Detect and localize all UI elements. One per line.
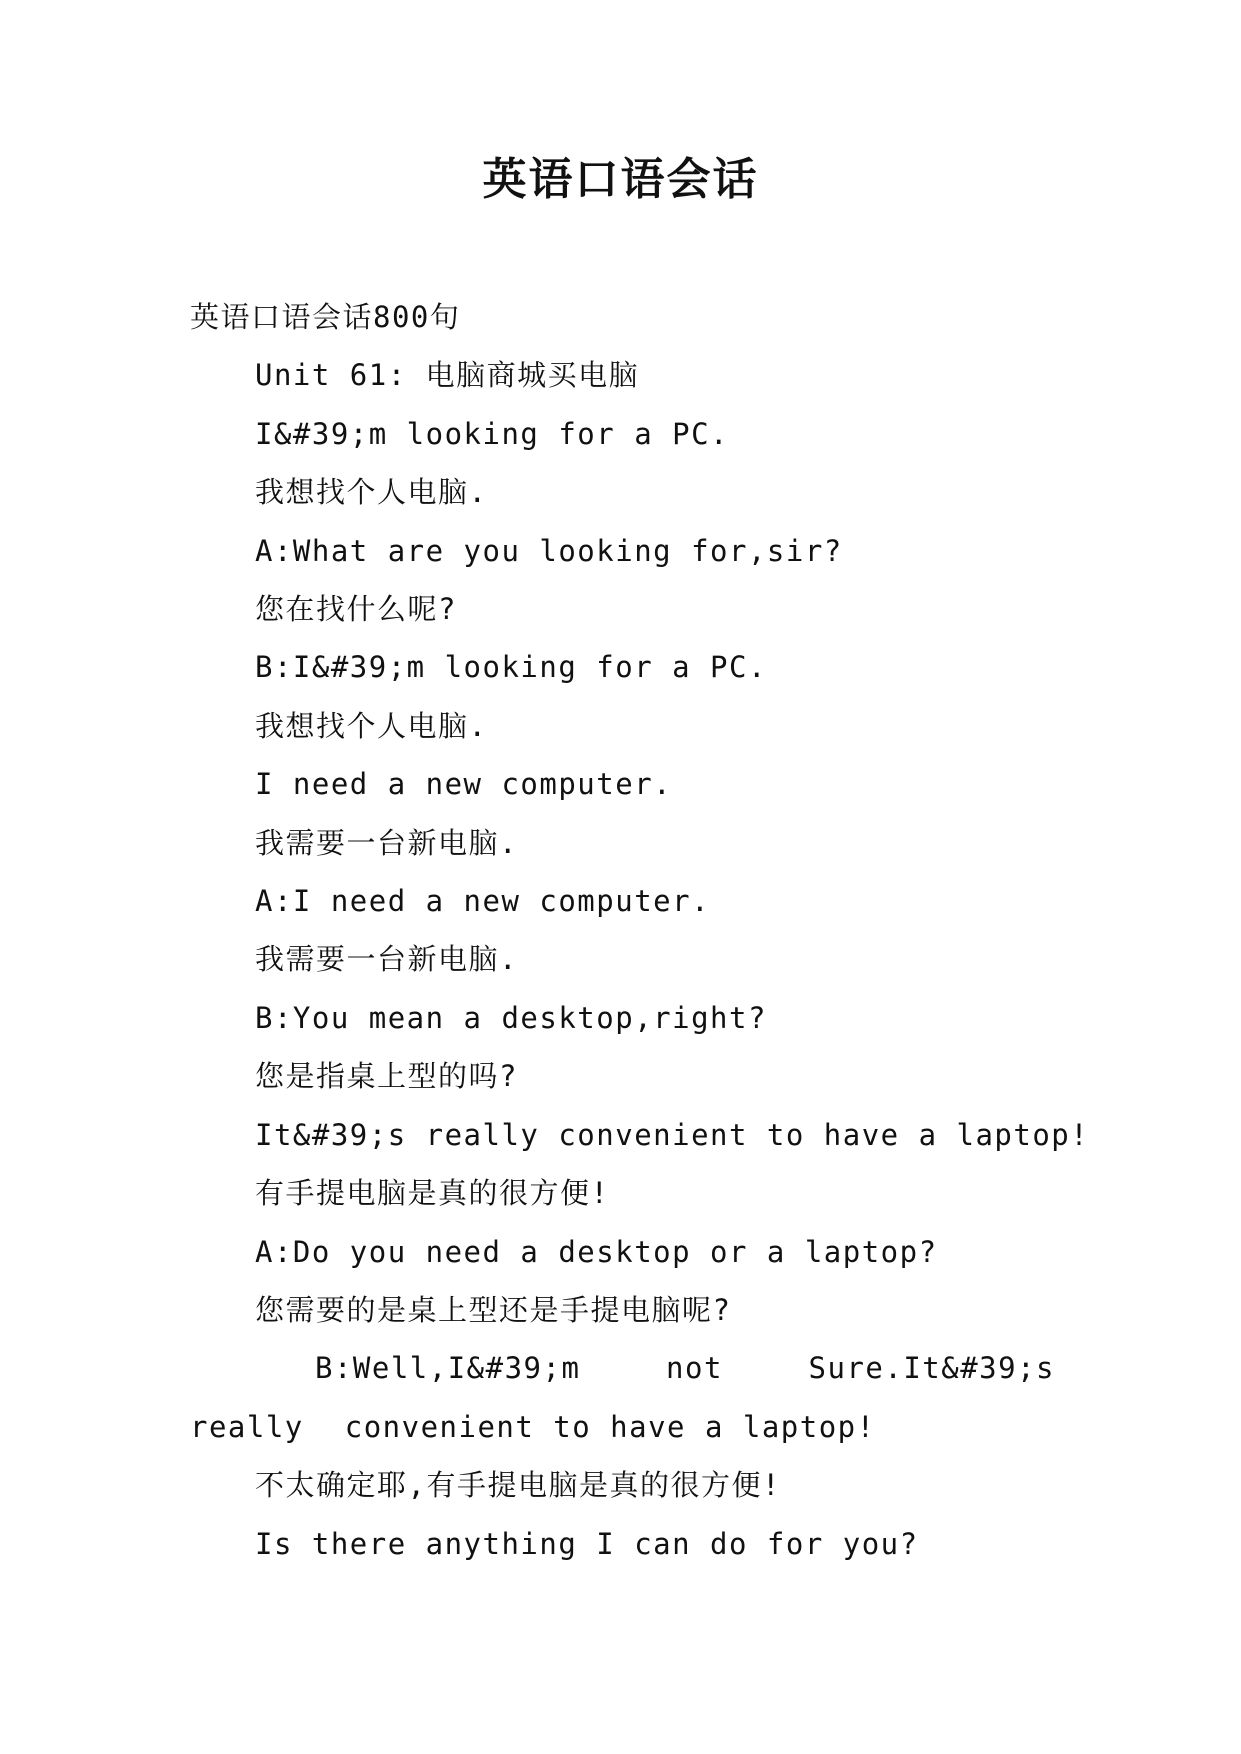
- text-line: 您在找什么呢?: [255, 592, 457, 627]
- text-line: 我想找个人电脑.: [255, 708, 488, 743]
- text-line: 我需要一台新电脑.: [255, 942, 518, 977]
- text-line: 有手提电脑是真的很方便!: [255, 1176, 610, 1211]
- text-line: 您是指桌上型的吗?: [255, 1059, 518, 1094]
- text-line: 我需要一台新电脑.: [255, 825, 518, 860]
- text-line: A:Do you need a desktop or a laptop?: [255, 1234, 938, 1269]
- wrapped-line-second: convenient to have a laptop!: [344, 1409, 876, 1444]
- text-line: B:You mean a desktop,right?: [255, 1000, 767, 1035]
- text-line: 您需要的是桌上型还是手提电脑呢?: [255, 1292, 732, 1327]
- text-line: I&#39;m looking for a PC.: [255, 416, 729, 451]
- text-line: It&#39;s really convenient to have a laptop!: [255, 1117, 1090, 1152]
- text-line: A:I need a new computer.: [255, 884, 711, 919]
- text-line: 不太确定耶,有手提电脑是真的很方便!: [255, 1468, 781, 1503]
- text-line: Is there anything I can do for you?: [255, 1526, 919, 1561]
- section-heading: 英语口语会话800句: [190, 300, 461, 334]
- wrapped-paragraph: [190, 1339, 1055, 1456]
- document-title: 英语口语会话: [482, 154, 759, 205]
- text-line: I need a new computer.: [255, 767, 673, 802]
- text-line: 我想找个人电脑.: [255, 475, 488, 510]
- text-line: Unit 61: 电脑商城买电脑: [255, 358, 640, 393]
- text-line: A:What are you looking for,sir?: [255, 533, 843, 568]
- document-body: [190, 288, 1090, 1573]
- text-line: B:I&#39;m looking for a PC.: [255, 650, 767, 685]
- wrapped-line-first: B:Well,I&#39;m not Sure.It&#39;s really: [190, 1351, 1055, 1444]
